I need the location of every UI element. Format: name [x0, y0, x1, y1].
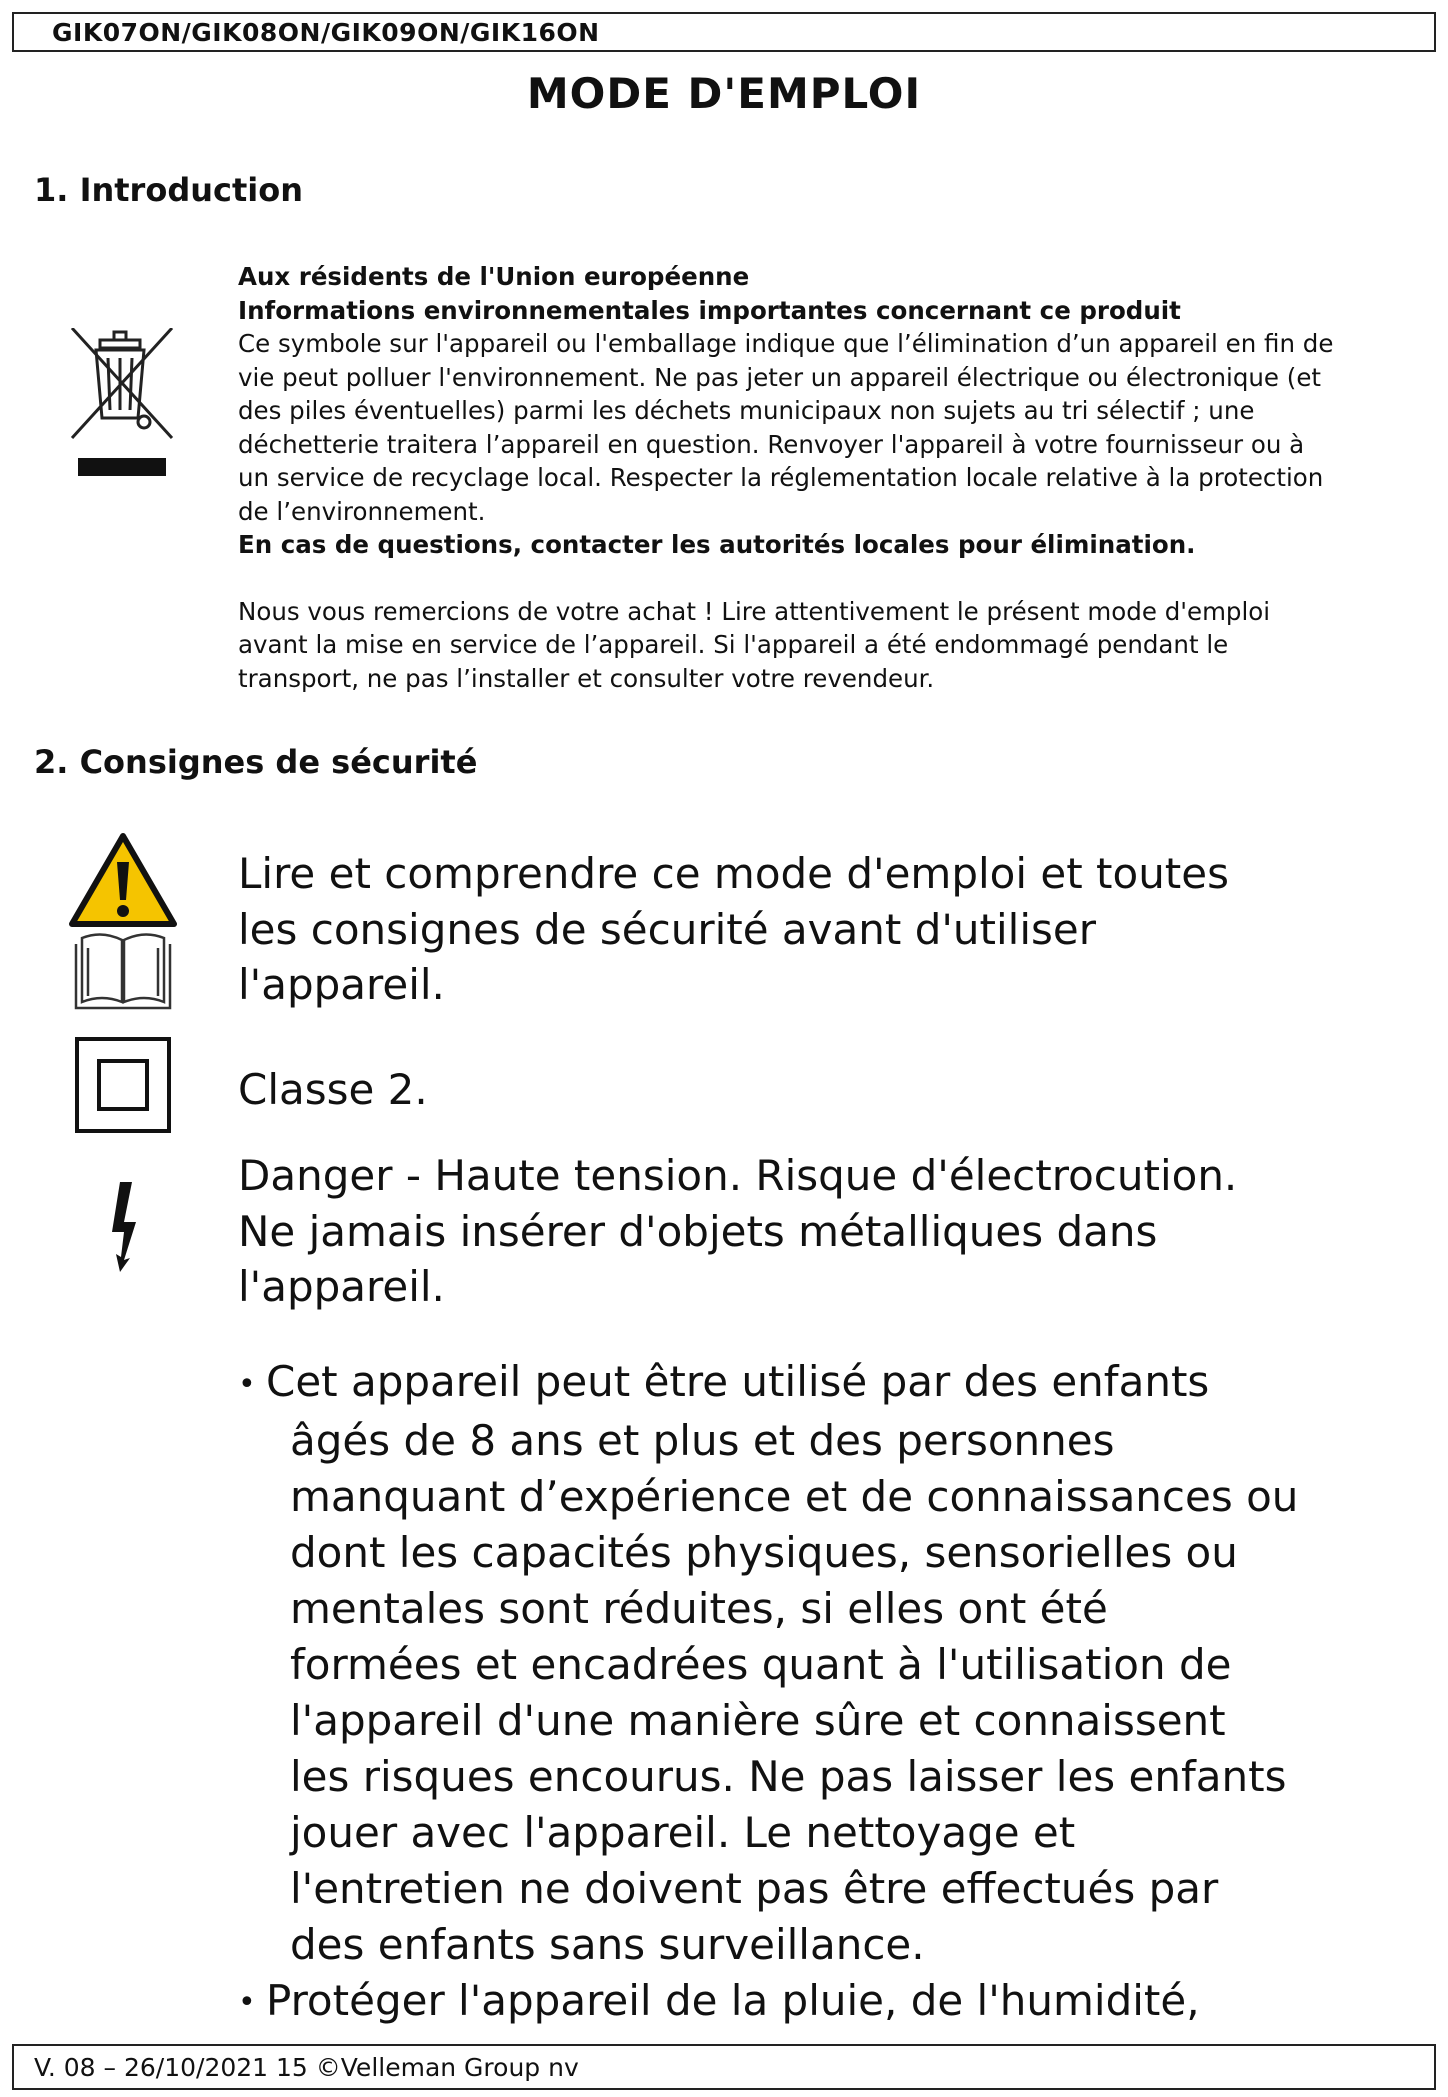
bullet-line: jouer avec l'appareil. Le nettoyage et [290, 1807, 1076, 1857]
introduction-text [238, 260, 1418, 695]
bullet-line: manquant d’expérience et de connaissances ou [290, 1471, 1299, 1521]
bullet-line: mentales sont réduites, si elles ont été [290, 1583, 1108, 1633]
section-heading-safety: 2. Consignes de sécurité [34, 743, 478, 781]
disposal-line: Ce symbole sur l'appareil ou l'emballage indique que l’élimination d’un appareil en fin de [238, 329, 1334, 358]
class-2-text: Classe 2. [238, 1065, 428, 1114]
bullet-line: dont les capacités physiques, sensorielles ou [290, 1527, 1238, 1577]
section-heading-introduction: 1. Introduction [34, 171, 303, 209]
disposal-line: des piles éventuelles) parmi les déchets municipaux non sujets au tri sélectif ; une [238, 396, 1255, 425]
eu-residents-heading: Aux résidents de l'Union européenne [238, 262, 750, 291]
lightning-bolt-icon [106, 1180, 146, 1272]
disposal-line: de l’environnement. [238, 496, 486, 526]
disposal-line: vie peut polluer l'environnement. Ne pas jeter un appareil électrique ou électronique (et [238, 362, 1322, 392]
bullet-line: âgés de 8 ans et plus et des personnes [290, 1415, 1115, 1465]
thanks-line: transport, ne pas l’installer et consulter votre revendeur. [238, 663, 935, 693]
bullet-line: Protéger l'appareil de la pluie, de l'humidité, [266, 1975, 1200, 2025]
warning-triangle-icon [68, 832, 178, 1014]
bullet-line: les risques encourus. Ne pas laisser les enfants [290, 1751, 1287, 1801]
open-book-icon [76, 934, 170, 1008]
read-manual-line: l'appareil. [238, 960, 445, 1009]
thanks-line: avant la mise en service de l’appareil. Si l'appareil a été endommagé pendant le [238, 630, 1229, 659]
header-model-numbers: GIK07ON/GIK08ON/GIK09ON/GIK16ON [52, 18, 600, 47]
document-title: MODE D'EMPLOI [526, 69, 922, 118]
questions-note: En cas de questions, contacter les autorités locales pour élimination. [238, 530, 1196, 559]
read-manual-line: les consignes de sécurité avant d'utiliser [238, 904, 1096, 954]
disposal-line: déchetterie traitera l’appareil en question. Renvoyer l'appareil à votre fournisseur ou à [238, 429, 1305, 459]
read-manual-warning [238, 846, 1428, 1013]
footer-version-page: V. 08 – 26/10/2021 15 ©Velleman Group nv [34, 2053, 579, 2082]
danger-line: Danger - Haute tension. Risque d'électrocution. [238, 1151, 1238, 1200]
header-box [12, 12, 1436, 52]
class-2-label [238, 1062, 1428, 1118]
danger-line: Ne jamais insérer d'objets métalliques dans [238, 1206, 1158, 1256]
double-square-icon [74, 1036, 172, 1134]
read-manual-line: Lire et comprendre ce mode d'emploi et toutes [238, 849, 1229, 898]
danger-warning [238, 1148, 1428, 1315]
safety-bullet-list [238, 1354, 1428, 2031]
environment-info-heading: Informations environnementales importantes concernant ce produit [238, 295, 1181, 325]
footer-box [12, 2044, 1436, 2090]
thanks-line: Nous vous remercions de votre achat ! Lire attentivement le présent mode d'emploi [238, 596, 1271, 626]
bullet-item-weather: • Protéger l'appareil de la pluie, de l'humidité, [238, 1975, 1200, 2025]
bullet-line: Cet appareil peut être utilisé par des enfants [266, 1357, 1210, 1406]
bullet-line: formées et encadrées quant à l'utilisation de [290, 1639, 1232, 1689]
disposal-line: un service de recyclage local. Respecter la réglementation locale relative à la protection [238, 463, 1324, 492]
danger-line: l'appareil. [238, 1262, 445, 1311]
crossed-out-bin-icon [68, 328, 178, 478]
bullet-item-children: • Cet appareil peut être utilisé par des enfants [238, 1357, 1210, 1406]
bullet-line: l'appareil d'une manière sûre et connaissent [290, 1695, 1226, 1745]
bullet-line: des enfants sans surveillance. [290, 1919, 925, 1969]
bullet-line: l'entretien ne doivent pas être effectués par [290, 1863, 1219, 1913]
